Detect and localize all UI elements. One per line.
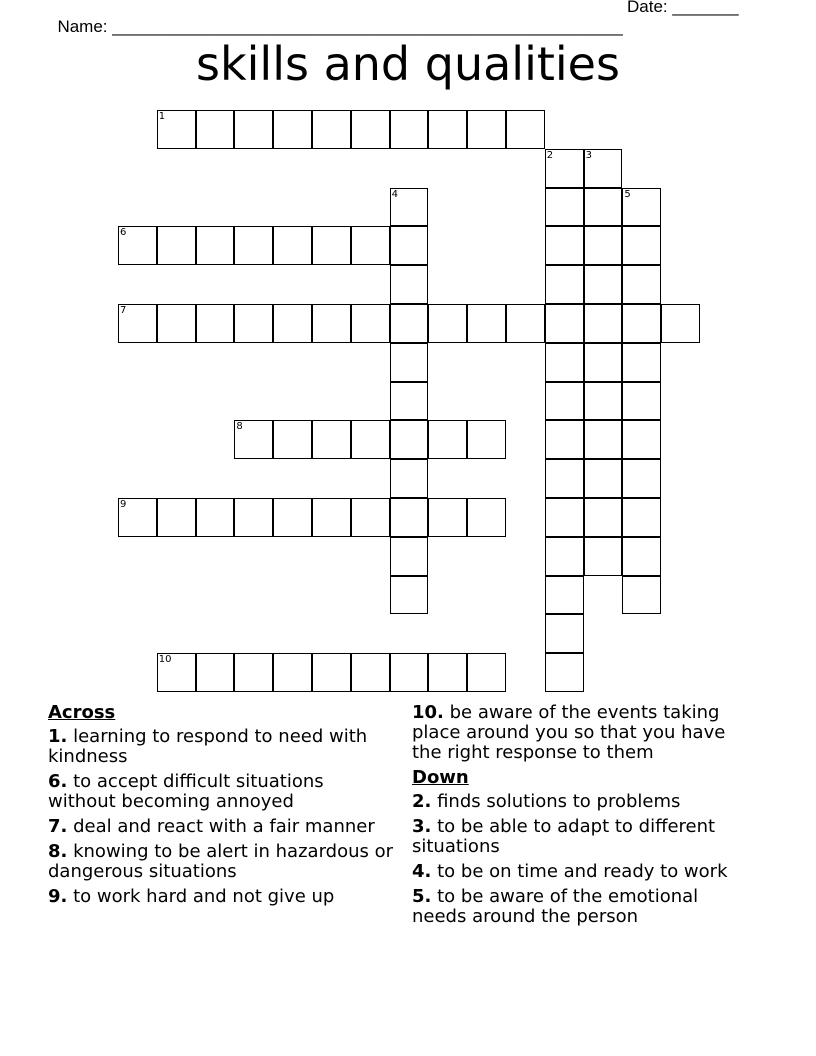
grid-cell[interactable] (390, 226, 429, 265)
grid-cell[interactable] (312, 304, 351, 343)
grid-cell[interactable] (584, 149, 623, 188)
grid-cell[interactable] (428, 110, 467, 149)
grid-cell[interactable] (622, 265, 661, 304)
clue-across-7: 7. deal and react with a fair manner (48, 816, 375, 837)
date-field-label: Date: _______ (627, 0, 739, 16)
cell-number: 1 (158, 111, 166, 122)
grid-cell[interactable] (584, 382, 623, 421)
grid-cell[interactable] (622, 304, 661, 343)
grid-cell[interactable] (584, 420, 623, 459)
grid-cell[interactable] (390, 382, 429, 421)
grid-cell[interactable] (312, 110, 351, 149)
clue-down-4: 4. to be on time and ready to work (412, 861, 728, 882)
clues-left-column (48, 703, 393, 912)
grid-cell[interactable] (545, 576, 584, 615)
grid-cell[interactable] (390, 576, 429, 615)
grid-cell[interactable] (584, 498, 623, 537)
grid-cell[interactable] (428, 420, 467, 459)
grid-cell[interactable] (390, 653, 429, 692)
grid-cell[interactable] (545, 420, 584, 459)
grid-cell[interactable] (273, 420, 312, 459)
grid-cell[interactable] (390, 265, 429, 304)
grid-cell[interactable] (273, 226, 312, 265)
grid-cell[interactable] (467, 498, 506, 537)
grid-cell[interactable] (545, 653, 584, 692)
grid-cell[interactable] (661, 304, 700, 343)
across-heading: Across (48, 702, 116, 723)
cell-number: 6 (120, 227, 127, 239)
grid-cell[interactable] (196, 653, 235, 692)
grid-cell[interactable] (622, 420, 661, 459)
grid-cell[interactable] (428, 498, 467, 537)
grid-cell[interactable] (584, 226, 623, 265)
cell-number: 10 (158, 654, 172, 666)
grid-cell[interactable] (545, 149, 584, 188)
grid-cell[interactable] (467, 420, 506, 459)
grid-cell[interactable] (196, 110, 235, 149)
cell-number: 9 (120, 499, 127, 510)
name-field-label: Name: ______________________________________________________ (57, 17, 623, 36)
cell-number: 8 (236, 421, 243, 433)
grid-cell[interactable] (545, 614, 584, 653)
grid-cell[interactable] (545, 382, 584, 421)
cell-number: 4 (391, 188, 398, 200)
grid-cell[interactable] (234, 498, 273, 537)
grid-cell[interactable] (390, 537, 429, 576)
grid-cell[interactable] (545, 226, 584, 265)
grid-cell[interactable] (545, 343, 584, 382)
grid-cell[interactable] (584, 304, 623, 343)
grid-cell[interactable] (622, 537, 661, 576)
grid-cell[interactable] (351, 498, 390, 537)
grid-cell[interactable] (234, 110, 273, 149)
grid-cell[interactable] (390, 498, 429, 537)
cell-number: 5 (624, 188, 631, 200)
grid-cell[interactable] (467, 304, 506, 343)
grid-cell[interactable] (622, 343, 661, 382)
grid-cell[interactable] (584, 459, 623, 498)
grid-cell[interactable] (584, 188, 623, 227)
grid-cell[interactable] (273, 498, 312, 537)
clue-down-3: 3. to be able to adapt to different situations (412, 816, 716, 857)
grid-cell[interactable] (196, 226, 235, 265)
clue-across-1: 1. learning to respond to need with kindness (48, 726, 368, 767)
grid-cell[interactable] (312, 653, 351, 692)
grid-cell[interactable] (234, 304, 273, 343)
cell-number: 7 (120, 305, 127, 316)
grid-cell[interactable] (622, 459, 661, 498)
grid-cell[interactable] (118, 304, 157, 343)
grid-cell[interactable] (390, 188, 429, 227)
grid-cell[interactable] (390, 110, 429, 149)
clues-right-column (412, 703, 757, 932)
grid-cell[interactable] (390, 304, 429, 343)
clue-across-8: 8. knowing to be alert in hazardous or dangerous situations (48, 841, 394, 882)
grid-cell[interactable] (390, 343, 429, 382)
grid-cell[interactable] (312, 498, 351, 537)
clue-down-2: 2. finds solutions to problems (412, 791, 681, 812)
grid-cell[interactable] (428, 304, 467, 343)
grid-cell[interactable] (428, 653, 467, 692)
grid-cell[interactable] (390, 459, 429, 498)
grid-cell[interactable] (157, 226, 196, 265)
grid-cell[interactable] (351, 653, 390, 692)
grid-cell[interactable] (545, 265, 584, 304)
grid-cell[interactable] (118, 498, 157, 537)
grid-cell[interactable] (545, 498, 584, 537)
grid-cell[interactable] (545, 304, 584, 343)
grid-cell[interactable] (467, 653, 506, 692)
grid-cell[interactable] (351, 420, 390, 459)
grid-cell[interactable] (390, 420, 429, 459)
clue-across-10: 10. be aware of the events taking place around you so that you have the right response to them (412, 702, 726, 763)
grid-cell[interactable] (118, 226, 157, 265)
grid-cell[interactable] (196, 304, 235, 343)
cell-number: 2 (546, 149, 554, 161)
cell-number: 3 (585, 149, 592, 161)
grid-cell[interactable] (584, 343, 623, 382)
grid-cell[interactable] (506, 304, 545, 343)
grid-cell[interactable] (157, 498, 196, 537)
grid-cell[interactable] (545, 537, 584, 576)
grid-cell[interactable] (351, 226, 390, 265)
grid-cell[interactable] (157, 653, 196, 692)
grid-cell[interactable] (545, 188, 584, 227)
grid-cell[interactable] (622, 188, 661, 227)
grid-cell[interactable] (622, 226, 661, 265)
grid-cell[interactable] (312, 226, 351, 265)
grid-cell[interactable] (351, 110, 390, 149)
grid-cell[interactable] (545, 459, 584, 498)
page-title: skills and qualities (196, 37, 620, 91)
grid-cell[interactable] (622, 382, 661, 421)
grid-cell[interactable] (467, 110, 506, 149)
grid-cell[interactable] (273, 304, 312, 343)
down-heading: Down (412, 767, 469, 788)
grid-cell[interactable] (584, 265, 623, 304)
grid-cell[interactable] (506, 110, 545, 149)
grid-cell[interactable] (622, 576, 661, 615)
clue-across-9: 9. to work hard and not give up (48, 886, 335, 907)
grid-cell[interactable] (234, 420, 273, 459)
grid-cell[interactable] (273, 110, 312, 149)
grid-cell[interactable] (196, 498, 235, 537)
grid-cell[interactable] (584, 537, 623, 576)
grid-cell[interactable] (351, 304, 390, 343)
grid-cell[interactable] (622, 498, 661, 537)
clue-across-6: 6. to accept difficult situations without becoming annoyed (48, 771, 324, 812)
grid-cell[interactable] (273, 653, 312, 692)
grid-cell[interactable] (312, 420, 351, 459)
grid-cell[interactable] (157, 110, 196, 149)
grid-cell[interactable] (157, 304, 196, 343)
grid-cell[interactable] (234, 226, 273, 265)
grid-cell[interactable] (234, 653, 273, 692)
clue-down-5: 5. to be aware of the emotional needs around the person (412, 886, 699, 927)
